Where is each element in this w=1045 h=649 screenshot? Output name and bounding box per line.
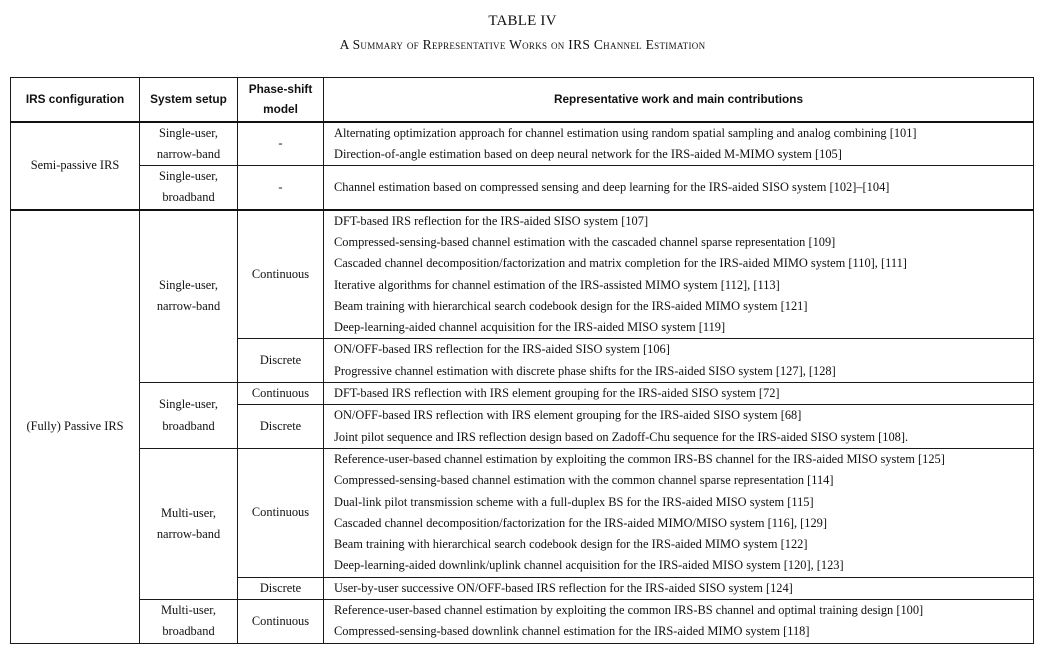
setup-line: Single-user, [158, 125, 219, 140]
work-item: Channel estimation based on compressed sensing and deep learning for the IRS-aided SISO system [102]–[104] [334, 179, 890, 194]
works-cell [324, 448, 1034, 577]
setup-cell [140, 122, 238, 166]
header-row [11, 78, 1034, 122]
header-phase-line1: Phase-shift [248, 82, 313, 97]
works-cell [324, 210, 1034, 339]
setup-cell [140, 600, 238, 644]
table-title: A Summary of Representative Works on IRS Channel Estimation [339, 37, 706, 52]
work-item: Iterative algorithms for channel estimation of the IRS-assisted MIMO system [112], [113] [334, 277, 780, 292]
setup-line: narrow-band [156, 146, 221, 161]
model-cell: Continuous [238, 448, 324, 577]
work-item: Dual-link pilot transmission scheme with a full-duplex BS for the IRS-aided MISO system [115] [334, 494, 814, 509]
table-row [11, 600, 1034, 644]
work-item: Joint pilot sequence and IRS reflection design based on Zadoff-Chu sequence for the IRS-aided SISO system [108]. [334, 429, 909, 444]
config-passive: (Fully) Passive IRS [11, 210, 140, 643]
work-item: ON/OFF-based IRS reflection for the IRS-aided SISO system [106] [334, 342, 670, 357]
work-item: Alternating optimization approach for channel estimation using random spatial sampling and analog combining [101] [334, 125, 917, 140]
setup-line: Single-user, [158, 169, 219, 184]
config-semi-passive: Semi-passive IRS [11, 122, 140, 210]
table-row [11, 166, 1034, 210]
header-system-setup: System setup [140, 78, 238, 122]
header-irs-configuration: IRS configuration [11, 78, 140, 122]
work-item: Reference-user-based channel estimation by exploiting the common IRS-BS channel for the IRS-aided MISO system [125] [334, 451, 945, 466]
setup-line: broadband [162, 624, 215, 639]
work-item: Progressive channel estimation with discrete phase shifts for the IRS-aided SISO system [127], [128] [334, 363, 836, 378]
summary-table [10, 77, 1034, 644]
work-item: ON/OFF-based IRS reflection with IRS element grouping for the IRS-aided SISO system [68] [334, 408, 802, 423]
header-representative-work: Representative work and main contributions [324, 78, 1034, 122]
model-cell: - [238, 122, 324, 166]
work-item: Deep-learning-aided channel acquisition for the IRS-aided MISO system [119] [334, 320, 726, 335]
work-item: Cascaded channel decomposition/factorization and matrix completion for the IRS-aided MIMO system [110], [111] [334, 256, 907, 271]
model-cell: Discrete [238, 339, 324, 383]
work-item: DFT-based IRS reflection for the IRS-aided SISO system [107] [334, 213, 649, 228]
setup-line: narrow-band [156, 526, 221, 541]
table-row [11, 210, 1034, 339]
model-cell: Continuous [238, 210, 324, 339]
work-item: Compressed-sensing-based downlink channel estimation for the IRS-aided MIMO system [118] [334, 624, 810, 639]
model-cell: Continuous [238, 383, 324, 405]
table-row [11, 383, 1034, 405]
model-cell: Discrete [238, 405, 324, 449]
work-item: Compressed-sensing-based channel estimation with the cascaded channel sparse representation [109] [334, 234, 836, 249]
works-cell [324, 339, 1034, 383]
setup-line: Multi-user, [161, 505, 216, 520]
work-item: Reference-user-based channel estimation by exploiting the common IRS-BS channel and optimal training design [100] [334, 603, 924, 618]
setup-cell [140, 210, 238, 383]
header-phase-shift-model [238, 78, 324, 122]
table-row [11, 122, 1034, 166]
setup-line: broadband [162, 418, 215, 433]
setup-line: Multi-user, [161, 603, 216, 618]
works-cell [324, 166, 1034, 210]
table-number: TABLE IV [488, 13, 557, 29]
setup-line: Single-user, [158, 278, 219, 293]
work-item: Beam training with hierarchical search codebook design for the IRS-aided MIMO system [121] [334, 298, 808, 313]
works-cell [324, 383, 1034, 405]
work-item: Compressed-sensing-based channel estimation with the common channel sparse representation [114] [334, 473, 834, 488]
setup-line: Single-user, [158, 397, 219, 412]
model-cell: - [238, 166, 324, 210]
header-phase-line2: model [263, 102, 298, 117]
works-cell [324, 405, 1034, 449]
setup-line: narrow-band [156, 299, 221, 314]
setup-line: broadband [162, 190, 215, 205]
model-cell: Continuous [238, 600, 324, 644]
works-cell [324, 600, 1034, 644]
setup-cell [140, 448, 238, 599]
work-item: Beam training with hierarchical search codebook design for the IRS-aided MIMO system [122] [334, 537, 808, 552]
table-row [11, 448, 1034, 577]
model-cell: Discrete [238, 577, 324, 599]
setup-cell [140, 166, 238, 210]
work-item: Cascaded channel decomposition/factorization for the IRS-aided MIMO/MISO system [116], [129] [334, 515, 827, 530]
work-item: DFT-based IRS reflection with IRS element grouping for the IRS-aided SISO system [72] [334, 386, 780, 401]
work-item: User-by-user successive ON/OFF-based IRS reflection for the IRS-aided SISO system [124] [334, 580, 793, 595]
setup-cell [140, 383, 238, 449]
works-cell [324, 577, 1034, 599]
work-item: Deep-learning-aided downlink/uplink channel acquisition for the IRS-aided MISO system [120], [123] [334, 558, 844, 573]
work-item: Direction-of-angle estimation based on deep neural network for the IRS-aided M-MIMO system [105] [334, 146, 842, 161]
works-cell [324, 122, 1034, 166]
